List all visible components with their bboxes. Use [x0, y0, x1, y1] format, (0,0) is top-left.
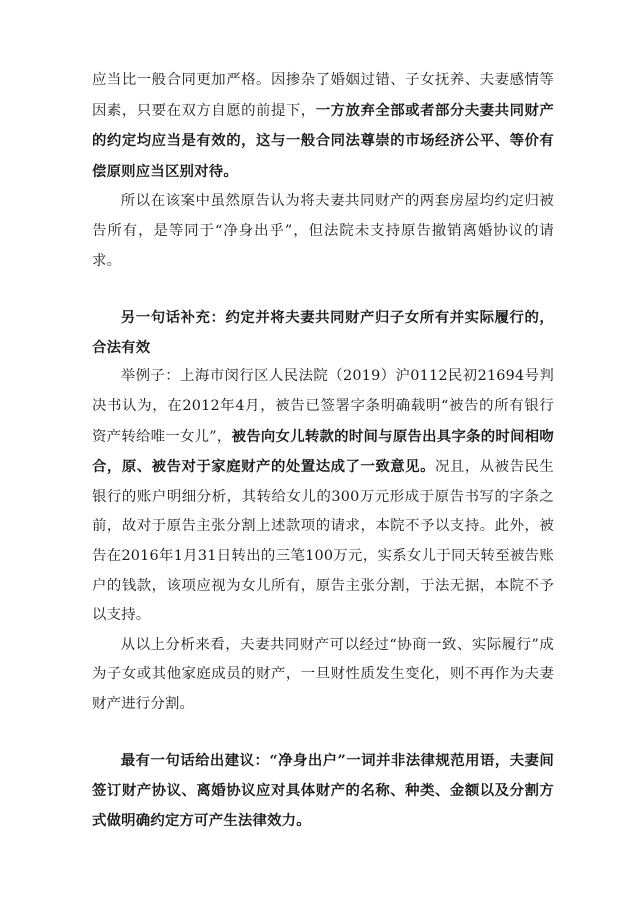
paragraph-court-example [92, 362, 554, 630]
bold-text-segment: 最有一句话给出建议：“净身出户”一词并非法律规范用语，夫妻间签订财产协议、离婚协议应对具体财产的名称、种类、金额以及分割方式做明确约定方可产生法律效力。 [92, 752, 554, 829]
paragraph-contract-strictness [92, 66, 554, 187]
paragraph-final-advice [92, 746, 554, 835]
text-segment: 应当比一般合同更加严格。因掺杂了婚姻过错、子女抚养、夫妻感情等因素，只要在双方自愿的前提下， [92, 72, 554, 119]
text-segment: 举例子：上海市闵行区人民法院（2019）沪0112民初21694号判决书认为，在2012年4月，被告已签署字条明确载明“被告的所有银行资产转给唯一女儿”， [92, 368, 554, 445]
paragraph-case-conclusion [92, 187, 554, 276]
document-page [92, 66, 554, 835]
text-segment: 从以上分析来看，夫妻共同财产可以经过“协商一致、实际履行”成为子女或其他家庭成员的财产，一旦财性质发生变化，则不再作为夫妻财产进行分割。 [92, 636, 554, 712]
paragraph-supplement-heading [92, 303, 554, 362]
text-segment: 况且，从被告民生银行的账户明细分析，其转给女儿的300万元形成于原告书写的字条之前，故对于原告主张分割上述款项的请求，本院不予以支持。此外，被告在2016年1月31日转出的三笔100万元，实系女儿于同天转至被告账户的钱款，该项应视为女儿所有，原告主张分割，于法无据，本院不予以支持。 [92, 459, 554, 624]
text-segment: 所以在该案中虽然原告认为将夫妻共同财产的两套房屋均约定归被告所有，是等同于“净身出乎”，但法院未支持原告撤销离婚协议的请求。 [92, 193, 554, 269]
bold-text-segment: 另一句话补充：约定并将夫妻共同财产归子女所有并实际履行的，合法有效 [92, 309, 554, 356]
paragraph-analysis-summary [92, 631, 554, 720]
bold-text-segment: 被告向女儿转款的时间与原告出具字条的时间相吻合，原、被告对于家庭财产的处置达成了一致意见。 [92, 427, 554, 476]
bold-text-segment: 一方放弃全部或者部分夫妻共同财产的约定均应当是有效的，这与一般合同法尊崇的市场经济公平、等价有偿原则应当区别对待。 [92, 101, 554, 180]
